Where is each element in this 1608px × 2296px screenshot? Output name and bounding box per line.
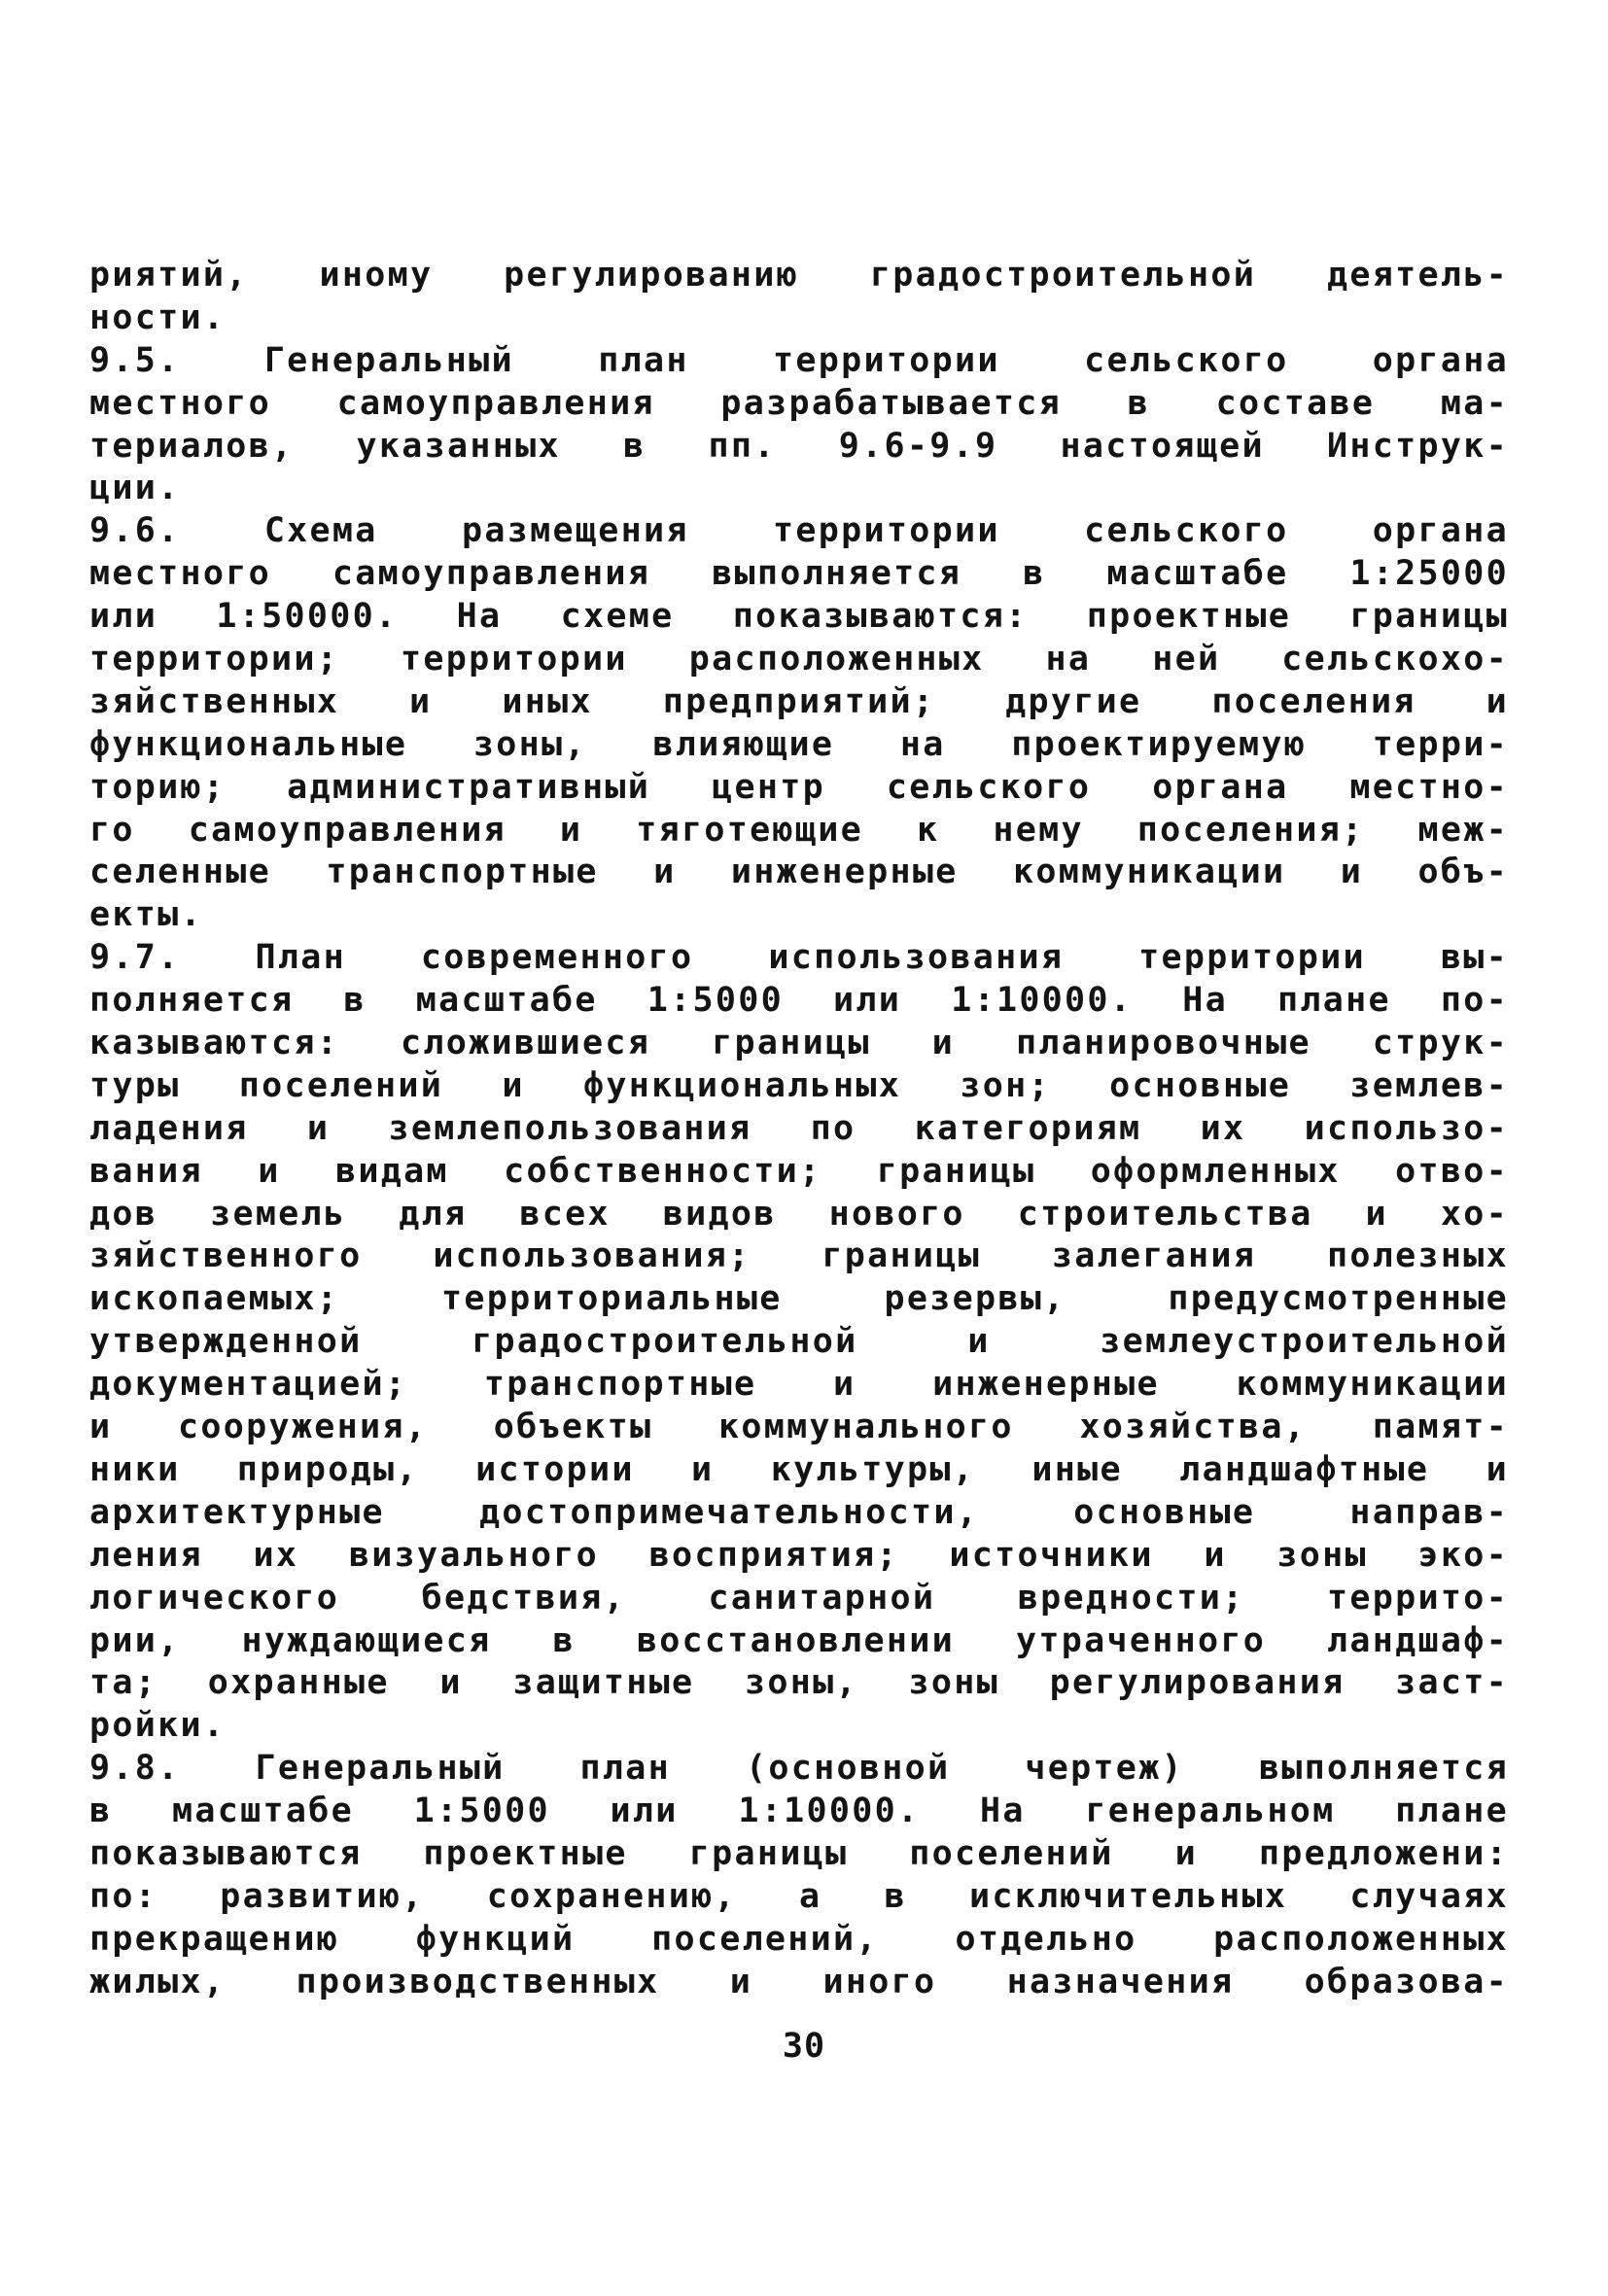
text-line: логического бедствия, санитарной вредности; террито-	[89, 1578, 1509, 1618]
text-line: архитектурные достопримечательности, основные направ-	[89, 1492, 1509, 1532]
text-line: местного самоуправления выполняется в масштабе 1:25000	[89, 554, 1509, 594]
text-line: ции.	[89, 469, 181, 508]
text-line: показываются проектные границы поселений и предложени:	[89, 1833, 1509, 1873]
text-line: зяйственных и иных предприятий; другие поселения и	[89, 681, 1509, 721]
text-line: функциональные зоны, влияющие на проектируемую терри-	[89, 724, 1509, 764]
text-line: жилых, производственных и иного назначения образова-	[89, 1962, 1509, 2001]
text-line: 9.7. План современного использования территории вы-	[89, 938, 1509, 978]
text-line: полняется в масштабе 1:5000 или 1:10000. На плане по-	[89, 981, 1509, 1021]
document-body	[89, 255, 1509, 2004]
text-line: рии, нуждающиеся в восстановлении утраченного ландшаф-	[89, 1620, 1509, 1660]
text-line: 9.6. Схема размещения территории сельского органа	[89, 511, 1509, 551]
text-line: зяйственного использования; границы залегания полезных	[89, 1236, 1509, 1276]
text-line: селенные транспортные и инженерные коммуникации и объ-	[89, 852, 1509, 892]
text-line: ройки.	[89, 1706, 227, 1746]
text-line: 9.5. Генеральный план территории сельского органа	[89, 340, 1509, 380]
text-line: 9.8. Генеральный план (основной чертеж) выполняется	[89, 1749, 1509, 1789]
text-line: документацией; транспортные и инженерные коммуникации	[89, 1365, 1509, 1405]
text-line: казываются: сложившиеся границы и планировочные струк-	[89, 1024, 1509, 1063]
text-line: и сооружения, объекты коммунального хозяйства, памят-	[89, 1408, 1509, 1447]
text-line: прекращению функций поселений, отдельно расположенных	[89, 1919, 1509, 1959]
text-line: дов земель для всех видов нового строительства и хо-	[89, 1194, 1509, 1234]
text-line: ископаемых; территориальные резервы, предусмотренные	[89, 1279, 1509, 1319]
text-line: ники природы, истории и культуры, иные ландшафтные и	[89, 1449, 1509, 1489]
text-line: по: развитию, сохранению, а в исключительных случаях	[89, 1876, 1509, 1916]
text-line: вания и видам собственности; границы оформленных отво-	[89, 1151, 1509, 1191]
text-line: торию; административный центр сельского органа местно-	[89, 767, 1509, 807]
text-line: территории; территории расположенных на ней сельскохо-	[89, 640, 1509, 679]
text-line: риятий, иному регулированию градостроительной деятель-	[89, 256, 1509, 295]
text-line: туры поселений и функциональных зон; основные землев-	[89, 1065, 1509, 1105]
text-line: местного самоуправления разрабатывается в составе ма-	[89, 383, 1509, 423]
text-line: ления их визуального восприятия; источники и зоны эко-	[89, 1535, 1509, 1575]
text-line: та; охранные и защитные зоны, зоны регулирования заст-	[89, 1663, 1509, 1703]
text-line: го самоуправления и тяготеющие к нему поселения; меж-	[89, 810, 1509, 850]
text-line: утвержденной градостроительной и землеустроительной	[89, 1322, 1509, 1362]
text-line: в масштабе 1:5000 или 1:10000. На генеральном плане	[89, 1792, 1509, 1831]
text-line: териалов, указанных в пп. 9.6-9.9 настоящей Инструк-	[89, 426, 1509, 466]
page-number: 30	[782, 2027, 826, 2066]
text-line: или 1:50000. На схеме показываются: проектные границы	[89, 597, 1509, 637]
text-line: ности.	[89, 297, 227, 337]
text-line: ладения и землепользования по категориям их использо-	[89, 1108, 1509, 1148]
text-line: екты.	[89, 895, 203, 935]
